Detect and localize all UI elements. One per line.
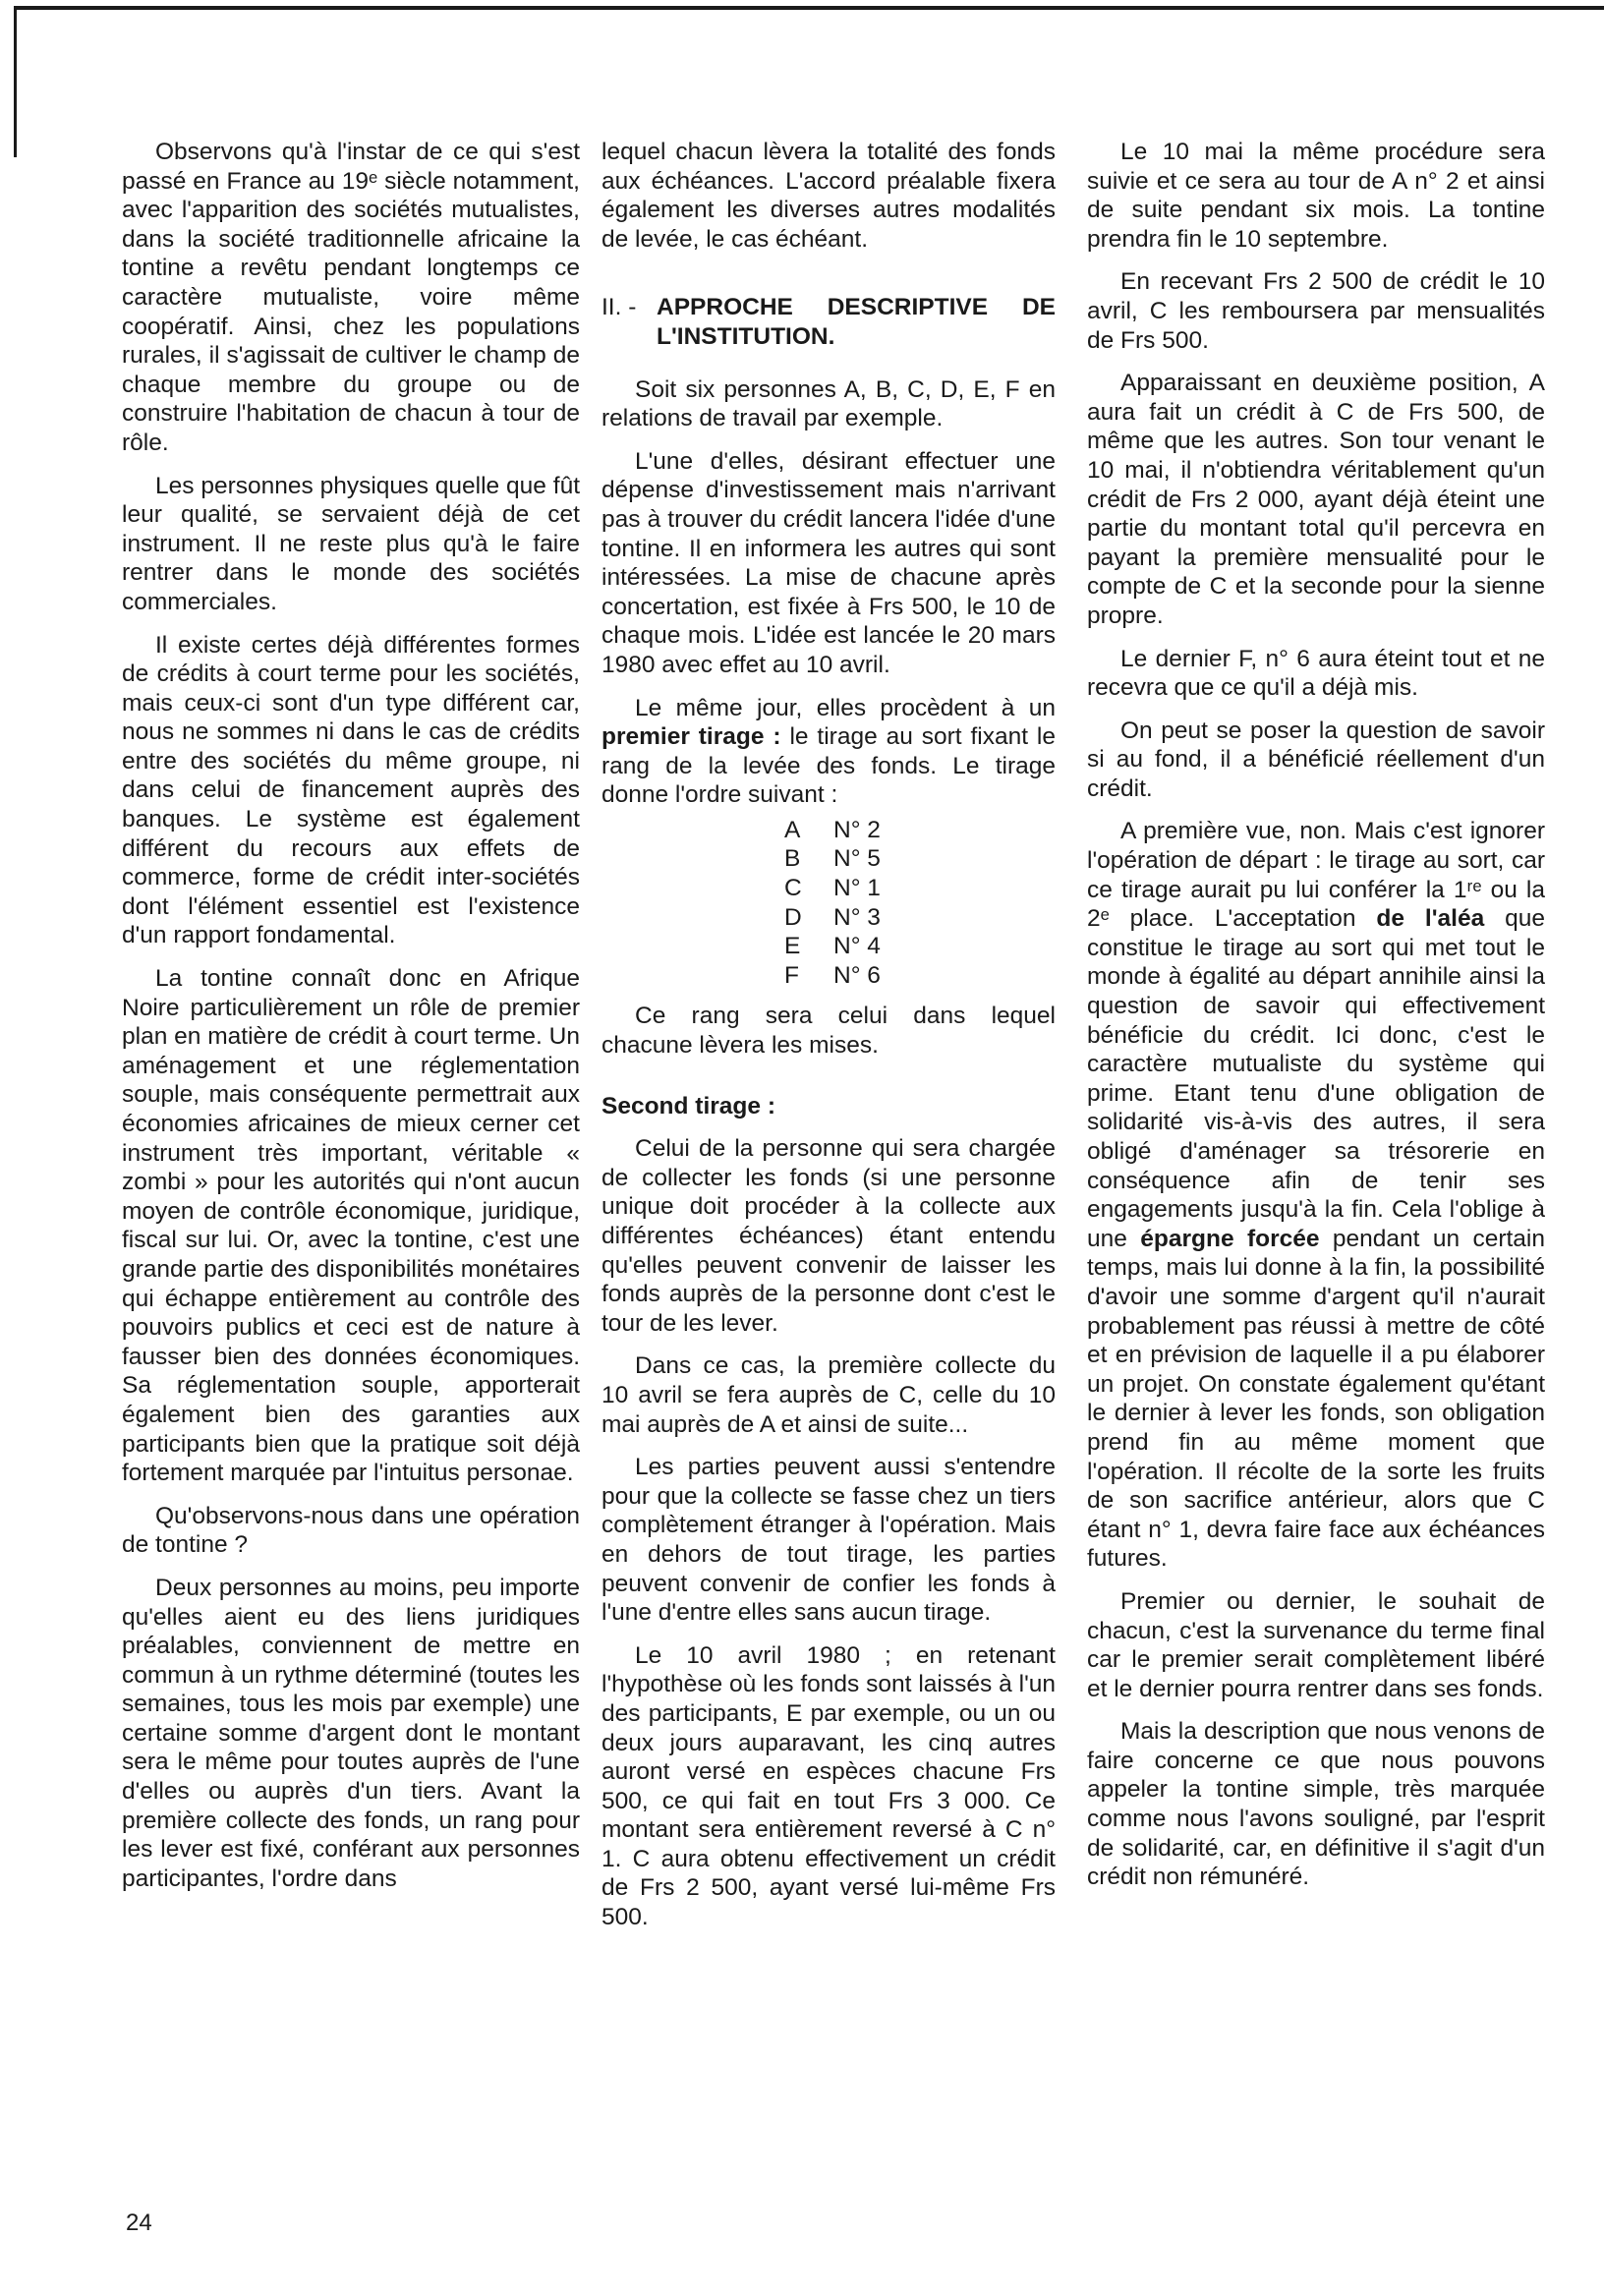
paragraph: En recevant Frs 2 500 de crédit le 10 avril, C les remboursera par mensualités de Frs 500. <box>1087 268 1545 354</box>
paragraph: L'une d'elles, désirant effectuer une dépense d'investissement mais n'arrivant pas à trouver du crédit lancera l'idée d'une tontine. Il en informera les autres qui sont intéressées. La mise de chacune après concertation, est fixée à Frs 500, le 10 de chaque mois. L'idée est lancée le 20 mars 1980 avec effet au 10 avril. <box>602 447 1056 678</box>
draw-row <box>784 816 881 845</box>
draw-letter: D <box>784 903 802 931</box>
draw-letter: F <box>784 961 799 989</box>
paragraph: Premier ou dernier, le souhait de chacun, c'est la survenance du terme final car le premier serait complètement libéré et le dernier pourra rentrer dans ses fonds. <box>1087 1587 1545 1702</box>
paragraph: Les parties peuvent aussi s'entendre pour que la collecte se fasse chez un tiers complètement étranger à l'opération. Mais en dehors de tout tirage, les parties peuvent convenir de confier les fonds à l'une d'entre elles sans aucun tirage. <box>602 1454 1056 1627</box>
column-3 <box>1087 138 1545 1906</box>
paragraph <box>1087 817 1545 1573</box>
column-1 <box>122 138 580 1907</box>
draw-table <box>784 816 881 991</box>
bold-term: premier tirage : <box>602 723 781 751</box>
paragraph: Dans ce cas, la première collecte du 10 avril se fera auprès de C, celle du 10 mai auprès de A et ainsi de suite... <box>602 1352 1056 1438</box>
text-run: pendant un certain temps, mais lui donne à la fin, la possibilité d'avoir une somme d'argent qu'il n'aurait probablement pas réussi à mettre de côté et en prévision de laquelle il a pu élaborer un projet. On constate également qu'étant le dernier à lever les fonds, son obligation prend fin au même moment que l'opération. Il récolte de la sorte les fruits de son sacrifice antérieur, alors que C étant n° 1, devra faire face aux échéances futures. <box>1087 1225 1545 1573</box>
bold-term: de l'aléa <box>1376 905 1485 933</box>
paragraph: Le 10 avril 1980 ; en retenant l'hypothèse où les fonds sont laissés à l'un des participants, E par exemple, ou un ou deux jours auparavant, les cinq autres auront versé en espèces chacune Frs 500, ce qui fait en tout Frs 3 000. Ce montant sera entièrement reversé à C n° 1. C aura obtenu effectivement un crédit de Frs 2 500, ayant versé lui-même Frs 500. <box>602 1641 1056 1931</box>
paragraph <box>602 694 1056 810</box>
section-number: II. - <box>602 294 637 321</box>
draw-rank: N° 2 <box>833 816 881 843</box>
draw-letter: C <box>784 875 802 902</box>
draw-rank: N° 5 <box>833 845 881 873</box>
draw-rank: N° 3 <box>833 903 881 931</box>
page-number: 24 <box>126 2210 152 2236</box>
top-rule <box>14 6 1604 10</box>
draw-rank: N° 1 <box>833 875 881 902</box>
paragraph: Observons qu'à l'instar de ce qui s'est passé en France au 19ᵉ siècle notamment, avec l'apparition des sociétés mutualistes, dans la société traditionnelle africaine la tontine a revêtu pendant longtemps ce caractère mutualiste, voire même coopératif. Ainsi, chez les populations rurales, il s'agissait de cultiver le champ de chaque membre du groupe ou de construire l'habitation de chacun à tour de rôle. <box>122 139 580 456</box>
column-2 <box>602 138 1056 1946</box>
section-heading <box>602 293 1056 351</box>
paragraph: Les personnes physiques quelle que fût leur qualité, se servaient déjà de cet instrument. Il ne reste plus qu'à le faire rentrer dans le monde des sociétés commerciales. <box>122 472 580 615</box>
draw-letter: A <box>784 816 801 843</box>
draw-letter: E <box>784 933 801 960</box>
paragraph: Mais la description que nous venons de faire concerne ce que nous pouvons appeler la tontine simple, très marquée comme nous l'avons souligné, par l'esprit de solidarité, car, en définitive il s'agit d'un crédit non rémunéré. <box>1087 1718 1545 1891</box>
paragraph: Soit six personnes A, B, C, D, E, F en relations de travail par exemple. <box>602 375 1056 432</box>
paragraph: Deux personnes au moins, peu importe qu'elles aient eu des liens juridiques préalables, conviennent de mettre en commun à un rythme déterminé (toutes les semaines, tous les mois par exemple) une certaine somme d'argent dont le montant sera le même pour toutes auprès de l'une d'elles ou auprès d'un tiers. Avant la première collecte des fonds, un rang pour les lever est fixé, conférant aux personnes participantes, l'ordre dans <box>122 1574 580 1892</box>
section-title: APPROCHE DESCRIPTIVE DE L'INSTITUTION. <box>657 294 1056 350</box>
draw-row <box>784 961 881 991</box>
paragraph: Le dernier F, n° 6 aura éteint tout et ne recevra que ce qu'il a déjà mis. <box>1087 645 1545 702</box>
paragraph: Qu'observons-nous dans une opération de tontine ? <box>122 1502 580 1559</box>
left-rule <box>14 10 17 157</box>
paragraph: Ce rang sera celui dans lequel chacune lèvera les mises. <box>602 1003 1056 1060</box>
paragraph: Il existe certes déjà différentes formes de crédits à court terme pour les sociétés, mais ceux-ci sont d'un type différent car, nous ne sommes ni dans le cas de crédits entre des sociétés du même groupe, ni dans celui de financement auprès des banques. Le système est également différent du recours aux effets de commerce, forme de crédit inter-sociétés dont l'élément essentiel est l'existence d'un rapport fondamental. <box>122 631 580 949</box>
bold-term: épargne forcée <box>1140 1225 1320 1252</box>
paragraph: Celui de la personne qui sera chargée de collecter les fonds (si une personne unique doit procéder à la collecte aux différentes échéances) étant entendu qu'elles peuvent convenir de laisser les fonds auprès de la personne dont c'est le tour de les lever. <box>602 1135 1056 1337</box>
paragraph: La tontine connaît donc en Afrique Noire particulièrement un rôle de premier plan en matière de crédit à court terme. Un aménagement et une réglementation souple, mais conséquente permettrait aux économies africaines de mieux cerner cet instrument très important, véritable « zombi » pour les autorités qui n'ont aucun moyen de contrôle économique, juridique, fiscal sur lui. Or, avec la tontine, c'est une grande partie des disponibilités monétaires qui échappe entièrement au contrôle des pouvoirs publics et ceci est de nature à fausser bien des données économiques. Sa réglementation souple, apporterait également bien des garanties aux participants bien que la pratique soit déjà fortement marquée par l'intuitus personae. <box>122 965 580 1487</box>
draw-rank: N° 4 <box>833 933 881 960</box>
draw-row <box>784 932 881 961</box>
text-run: que constitue le tirage au sort qui met tout le monde à égalité au départ annihile ainsi la question de savoir qui effectivement bénéficie du crédit. Ici donc, c'est le caractère mutualiste du système qui prime. Etant tenu d'une obligation de solidarité vis-à-vis des autres, il sera obligé d'aménager sa trésorerie en conséquence afin de tenir ses engagements jusqu'à la fin. Cela l'oblige à une <box>1087 905 1545 1252</box>
paragraph: lequel chacun lèvera la totalité des fonds aux échéances. L'accord préalable fixera également les diverses autres modalités de levée, le cas échéant. <box>602 139 1056 253</box>
draw-rank: N° 6 <box>833 961 881 989</box>
draw-row <box>784 874 881 903</box>
text-run: A première vue, non. Mais c'est ignorer l'opération de départ : le tirage au sort, car ce tirage aurait pu lui conférer la 1ʳᵉ ou la 2ᵉ place. L'acceptation <box>1087 818 1545 933</box>
text-run: Le même jour, elles procèdent à un <box>635 694 1056 721</box>
paragraph: Le 10 mai la même procédure sera suivie et ce sera au tour de A n° 2 et ainsi de suite pendant six mois. La tontine prendra fin le 10 septembre. <box>1087 139 1545 253</box>
draw-letter: B <box>784 845 801 873</box>
paragraph: On peut se poser la question de savoir si au fond, il a bénéficié réellement d'un crédit. <box>1087 717 1545 802</box>
draw-row <box>784 903 881 933</box>
draw-row <box>784 844 881 874</box>
subheading: Second tirage : <box>602 1092 775 1119</box>
text-run: le tirage au sort fixant le rang de la levée des fonds. Le tirage donne l'ordre suivant : <box>602 723 1056 809</box>
paragraph: Apparaissant en deuxième position, A aura fait un crédit à C de Frs 500, de même que les autres. Son tour venant le 10 mai, il n'obtiendra véritablement qu'un crédit de Frs 2 000, ayant déjà éteint une partie du montant total qu'il percevra en payant la première mensualité pour le compte de C et la seconde pour la sienne propre. <box>1087 370 1545 629</box>
